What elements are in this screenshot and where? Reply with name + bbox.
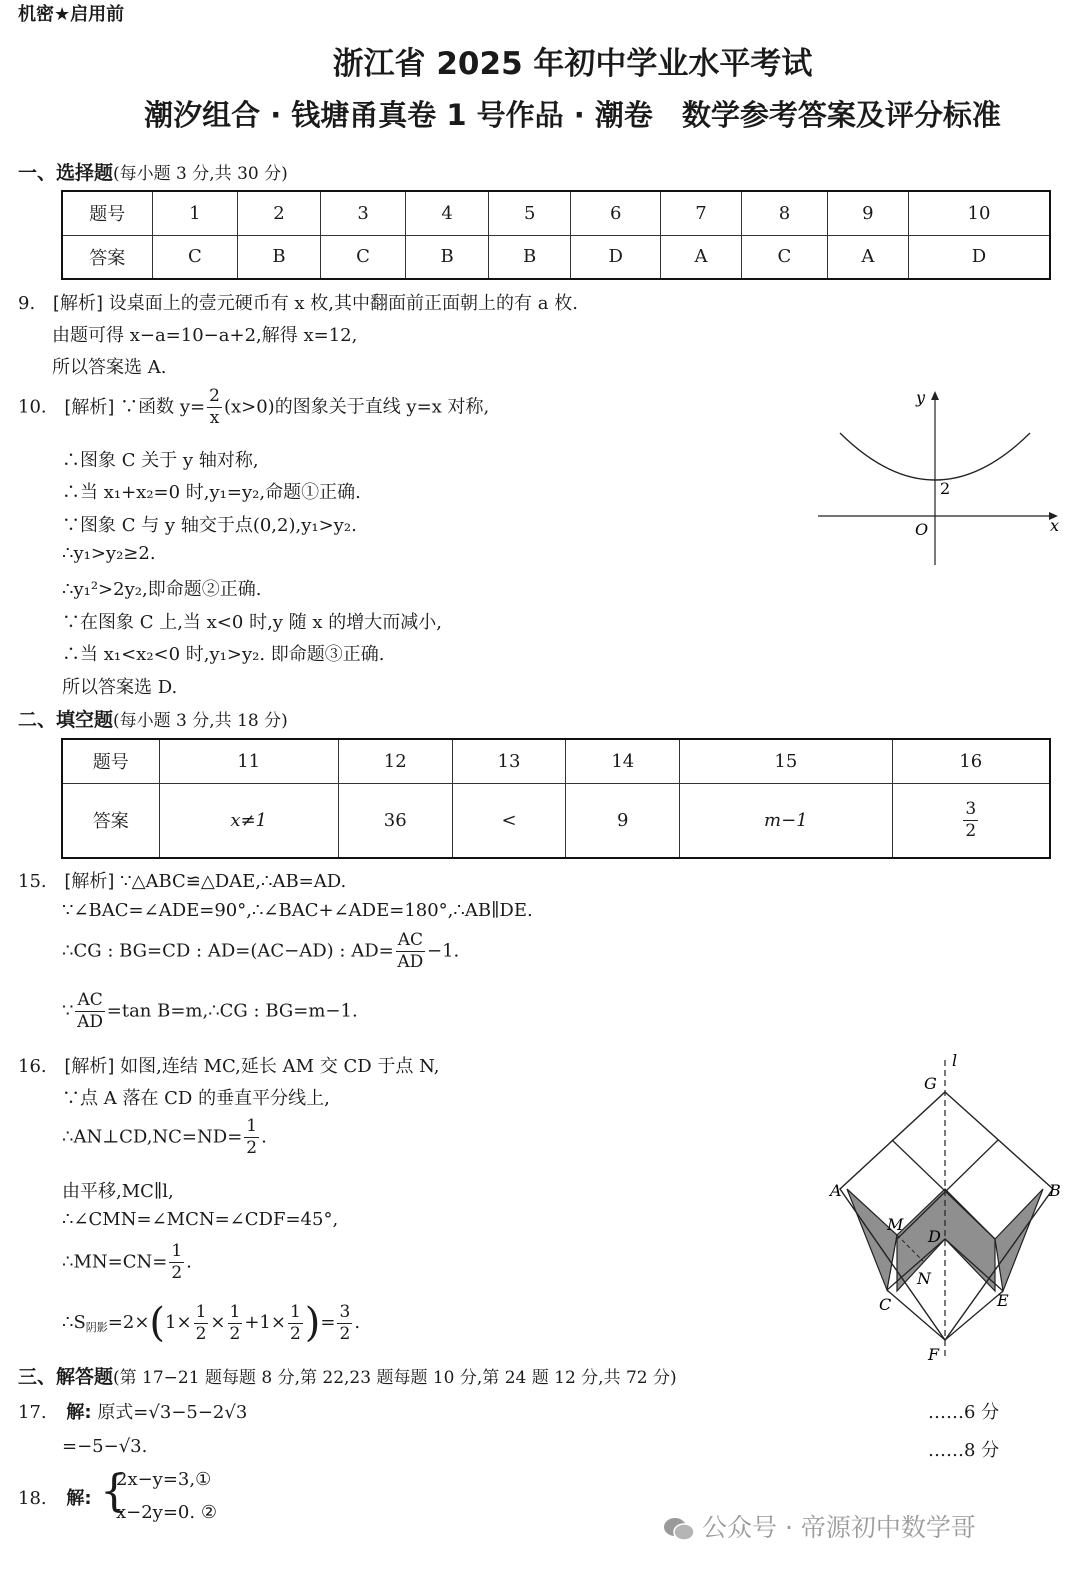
q15-text-4b: =tan B=m,∴CG : BG=m−1. (106, 1000, 358, 1022)
q17-score-1: ……6 分 (928, 1402, 1000, 1423)
q16-text-6a: ∴MN=CN= (62, 1251, 168, 1273)
mc-a-cell: C (152, 235, 238, 279)
label-e: E (997, 1291, 1009, 1310)
q17-number: 17. (18, 1402, 47, 1423)
intercept-label: 2 (940, 479, 951, 498)
q15-frac-2 (75, 992, 104, 1031)
mc-q-cell: 1 (152, 191, 238, 235)
label-m: M (887, 1215, 904, 1234)
q16-frac-c3 (288, 1301, 303, 1344)
fill-q-cell: 11 (159, 739, 338, 783)
q17-line-2: =−5−√3. (62, 1436, 148, 1457)
q16-frac-c1 (194, 1301, 209, 1344)
q10-line-3: ∴当 x₁+x₂=0 时,y₁=y₂,命题①正确. (62, 482, 361, 503)
fill-q-cell: 12 (338, 739, 452, 783)
q17-text-1: 原式=√3−5−2√3 (97, 1402, 248, 1423)
q9-line-1 (18, 289, 578, 315)
section-1-heading (18, 158, 288, 185)
q16-line-5: ∴∠CMN=∠MCN=∠CDF=45°, (62, 1209, 339, 1230)
page-subtitle: 潮汐组合 · 钱塘甬真卷 1 号作品 · 潮卷 数学参考答案及评分标准 (144, 98, 1001, 132)
q10-line-7: ∵在图象 C 上,当 x<0 时,y 随 x 的增大而减小, (62, 612, 442, 633)
fill-question-row (62, 739, 1050, 783)
section-3-note: (第 17−21 题每题 8 分,第 22,23 题每题 10 分,第 24 题 12 分,共 72 分) (113, 1368, 677, 1388)
q16-frac-b-num: 1 (171, 1241, 183, 1261)
fill-answer-table (61, 738, 1051, 859)
mc-row-label-q: 题号 (62, 191, 152, 235)
q15-frac-1-num: AC (397, 930, 424, 950)
q16-text-7f: . (354, 1312, 361, 1333)
q10-line-1 (18, 388, 489, 427)
q18-eq-2: x−2y=0. ② (116, 1502, 217, 1523)
q18-tag: 解: (66, 1488, 92, 1509)
q9-line-2: 由题可得 x−a=10−a+2,解得 x=12, (52, 325, 358, 346)
q16-frac-b-den: 2 (171, 1263, 183, 1283)
q18-line-1 (18, 1484, 92, 1510)
mc-question-row (62, 191, 1050, 235)
mc-a-cell: A (660, 235, 741, 279)
fill-q-cell: 14 (566, 739, 680, 783)
q10-line-2: ∴图象 C 关于 y 轴对称, (62, 450, 259, 471)
q10-text-1b: (x>0)的图象关于直线 y=x 对称, (223, 396, 490, 418)
section-2-note: (每小题 3 分,共 18 分) (113, 711, 288, 731)
q9-number: 9. (18, 293, 36, 314)
q15-line-2: ∵∠BAC=∠ADE=90°,∴∠BAC+∠ADE=180°,∴AB∥DE. (62, 900, 533, 921)
label-d: D (928, 1227, 941, 1246)
fill-q-cell: 16 (892, 739, 1050, 783)
mc-a-cell: D (571, 235, 661, 279)
mc-row-label-a: 答案 (62, 235, 152, 279)
q15-tag: [解析] (64, 871, 115, 892)
q10-line-4: ∵图象 C 与 y 轴交于点(0,2),y₁>y₂. (62, 515, 357, 536)
q16-frac-c4-den: 2 (339, 1323, 351, 1344)
fill-a-cell: < (452, 783, 566, 858)
q16-frac-c1-den: 2 (195, 1323, 207, 1344)
section-2-title: 二、填空题 (18, 709, 114, 731)
y-axis-label: y (916, 388, 926, 407)
q16-times: × (210, 1312, 226, 1333)
a16-num: 3 (965, 798, 977, 819)
section-1-note: (每小题 3 分,共 30 分) (113, 164, 288, 184)
shaded-left-outer (847, 1189, 897, 1290)
q16-frac-c1-num: 1 (195, 1301, 207, 1322)
label-a: A (830, 1181, 842, 1200)
q17-tag: 解: (66, 1402, 92, 1423)
mc-answer-table (61, 190, 1051, 280)
section-1-title: 一、选择题 (18, 162, 114, 184)
system-brace-icon: { (100, 1466, 128, 1517)
q16-frac-c2-num: 1 (229, 1301, 241, 1322)
q15-text-3a: ∴CG : BG=CD : AD=(AC−AD) : AD= (62, 940, 394, 962)
label-g: G (924, 1074, 937, 1093)
q16-figure (820, 1048, 1070, 1368)
wechat-icon (662, 1515, 696, 1543)
q16-number: 16. (18, 1056, 47, 1077)
q16-text-7a: ∴S (62, 1312, 86, 1333)
q10-line-5: ∴y₁>y₂≥2. (62, 543, 156, 564)
q9-line-3: 所以答案选 A. (52, 357, 167, 378)
section-3-title: 三、解答题 (18, 1366, 114, 1388)
mc-a-cell: A (827, 235, 908, 279)
shaded-right-outer (995, 1189, 1043, 1291)
q15-line-4 (62, 992, 358, 1031)
mc-q-cell: 8 (742, 191, 828, 235)
q15-text-1: ∵△ABC≌△DAE,∴AB=AD. (120, 871, 347, 892)
a16-fraction (963, 798, 978, 841)
q16-tag: [解析] (64, 1056, 115, 1077)
q16-text-1: 如图,连结 MC,延长 AM 交 CD 于点 N, (120, 1056, 440, 1077)
mc-a-cell: B (406, 235, 489, 279)
q16-frac-c2-den: 2 (229, 1323, 241, 1344)
q10-line-8: ∴当 x₁<x₂<0 时,y₁>y₂. 即命题③正确. (62, 644, 385, 665)
q16-frac-a (244, 1118, 259, 1157)
q15-frac-1 (396, 932, 425, 971)
mc-a-cell: D (908, 235, 1050, 279)
confidential-label: 机密★启用前 (18, 4, 125, 25)
q16-frac-b (169, 1243, 184, 1282)
q15-text-3b: −1. (427, 940, 460, 962)
q9-tag: [解析] (52, 293, 103, 314)
mc-q-cell: 2 (238, 191, 321, 235)
q16-line-1 (18, 1052, 439, 1078)
q16-frac-c3-den: 2 (289, 1323, 301, 1344)
q16-frac-c4-num: 3 (339, 1301, 351, 1322)
mc-a-cell: B (238, 235, 321, 279)
mc-q-cell: 7 (660, 191, 741, 235)
fill-answer-row (62, 783, 1050, 858)
section-2-heading (18, 705, 288, 732)
q15-frac-2-num: AC (77, 990, 103, 1010)
q17-score-2: ……8 分 (928, 1440, 1000, 1461)
fill-a-cell: m−1 (680, 783, 892, 858)
mc-q-cell: 10 (908, 191, 1050, 235)
mc-a-cell: C (320, 235, 406, 279)
label-f: F (928, 1345, 940, 1364)
a16-den: 2 (965, 820, 977, 841)
x-axis-label: x (1050, 516, 1060, 535)
q15-line-1 (18, 867, 346, 893)
q15-frac-2-den: AD (77, 1012, 104, 1032)
q16-line-4: 由平移,MC∥l, (62, 1181, 174, 1202)
q16-text-7c: 1× (165, 1312, 192, 1333)
q16-line-3 (62, 1118, 267, 1157)
fill-a-cell: 9 (566, 783, 680, 858)
q10-frac-num: 2 (209, 386, 220, 406)
q16-text-3b: . (261, 1126, 267, 1148)
fill-q-cell: 13 (452, 739, 566, 783)
q10-number: 10. (18, 396, 47, 418)
mc-q-cell: 5 (488, 191, 571, 235)
section-3-heading (18, 1362, 677, 1389)
q16-line-2: ∵点 A 落在 CD 的垂直平分线上, (62, 1088, 330, 1109)
mc-a-cell: B (488, 235, 571, 279)
q10-line-6: ∴y₁²>2y₂,即命题②正确. (62, 579, 262, 600)
fill-q-cell: 15 (680, 739, 892, 783)
q16-frac-a-den: 2 (246, 1138, 258, 1158)
label-c: C (879, 1295, 892, 1314)
q16-text-7e: = (320, 1312, 336, 1333)
q9-text-1: 设桌面上的壹元硬币有 x 枚,其中翻面前正面朝上的有 a 枚. (108, 293, 578, 314)
q15-line-3 (62, 932, 459, 971)
watermark (662, 1508, 976, 1544)
q10-line-9: 所以答案选 D. (62, 677, 178, 698)
q15-text-4a: ∵ (62, 1000, 74, 1022)
q18-number: 18. (18, 1488, 47, 1509)
fill-a-cell: x≠1 (159, 783, 338, 858)
q10-graph (810, 385, 1065, 570)
q10-frac-den: x (209, 408, 220, 428)
mc-answer-row (62, 235, 1050, 279)
mc-q-cell: 4 (406, 191, 489, 235)
q16-frac-c2 (228, 1301, 243, 1344)
q16-text-7d: +1× (244, 1312, 286, 1333)
q16-frac-a-num: 1 (246, 1116, 258, 1136)
fill-row-label-a: 答案 (62, 783, 159, 858)
q16-text-6b: . (186, 1251, 192, 1273)
q10-fraction (207, 388, 222, 427)
q10-tag: [解析] (64, 396, 115, 418)
label-b: B (1049, 1181, 1061, 1200)
watermark-text: 公众号 · 帝源初中数学哥 (702, 1513, 976, 1542)
right-paren-glyph: ) (304, 1300, 321, 1346)
q15-number: 15. (18, 871, 47, 892)
mc-a-cell: C (742, 235, 828, 279)
q17-line-1 (18, 1398, 247, 1424)
q16-frac-c3-num: 1 (289, 1301, 301, 1322)
label-n: N (917, 1269, 931, 1288)
page-title: 浙江省 2025 年初中学业水平考试 (332, 46, 813, 82)
fill-row-label-q: 题号 (62, 739, 159, 783)
fill-a-cell: 36 (338, 783, 452, 858)
fill-a-cell (892, 783, 1050, 858)
q16-frac-c4 (337, 1301, 352, 1344)
q16-text-3a: ∴AN⊥CD,NC=ND= (62, 1126, 243, 1148)
q16-line-7 (62, 1300, 360, 1346)
q18-eq-1: 2x−y=3,① (116, 1469, 212, 1490)
q15-frac-1-den: AD (397, 952, 424, 972)
mc-q-cell: 9 (827, 191, 908, 235)
mc-q-cell: 6 (571, 191, 661, 235)
label-l: l (952, 1051, 958, 1070)
q16-sub-shaded: 阴影 (85, 1321, 108, 1334)
q16-line-6 (62, 1243, 192, 1282)
origin-label: O (915, 520, 929, 539)
q10-text-1a: ∵函数 y= (120, 396, 206, 418)
q16-text-7b: =2× (107, 1312, 150, 1333)
mc-q-cell: 3 (320, 191, 406, 235)
left-paren-glyph: ( (149, 1300, 166, 1346)
y-axis-arrow-icon (931, 391, 939, 400)
